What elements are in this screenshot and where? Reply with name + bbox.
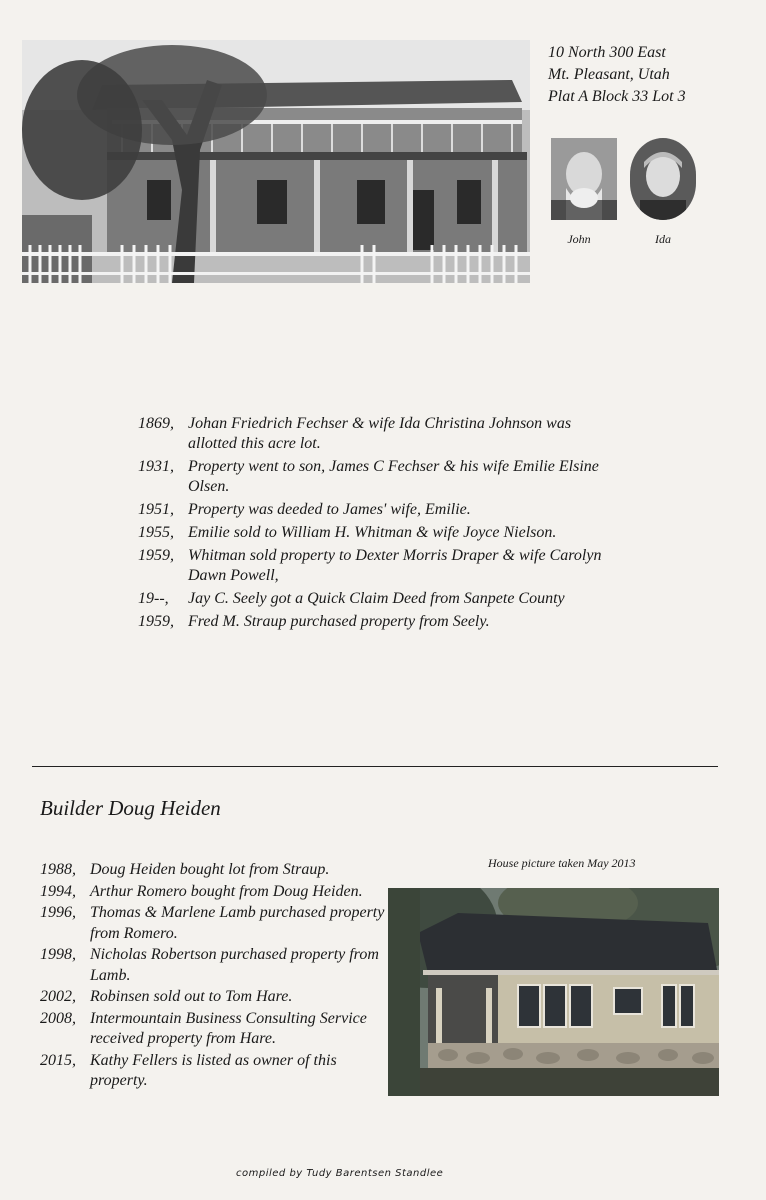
history-entry [138, 414, 618, 454]
history-entry [138, 523, 618, 543]
compiler-credit: compiled by Tudy Barentsen Standlee [236, 1168, 444, 1179]
builder-heading: Builder Doug Heiden [40, 796, 221, 820]
owner-year: 1996, [40, 904, 76, 921]
address-line-street: 10 North 300 East [548, 44, 666, 61]
history-year: 1869, [138, 415, 174, 432]
owner-year: 2008, [40, 1009, 76, 1027]
owner-entry [40, 1051, 385, 1092]
portrait-caption-john: John [567, 232, 591, 246]
portrait-ida-photo [630, 138, 696, 220]
history-year: 19--, [138, 590, 169, 607]
owner-entry [40, 903, 385, 944]
history-entry [138, 589, 618, 609]
address-line-plat: Plat A Block 33 Lot 3 [548, 88, 686, 105]
ownership-history-list [138, 414, 618, 635]
history-text: Whitman sold property to Dexter Morris Draper & wife Carolyn Dawn Powell, [188, 547, 602, 584]
portrait-caption-ida: Ida [655, 232, 671, 246]
owner-year: 2002, [40, 988, 76, 1005]
owner-year: 1994, [40, 882, 76, 900]
history-entry [138, 457, 618, 497]
modern-house-photo [388, 888, 719, 1096]
history-text: Emilie sold to William H. Whitman & wife Joyce Nielson. [188, 524, 557, 541]
owner-text: Kathy Fellers is listed as owner of this property. [90, 1051, 337, 1089]
owner-text: Nicholas Robertson purchased property from Lamb. [90, 946, 379, 984]
owner-entry [40, 860, 385, 881]
modern-photo-caption: House picture taken May 2013 [488, 856, 636, 870]
history-text: Johan Friedrich Fechser & wife Ida Christina Johnson was allotted this acre lot. [188, 415, 572, 452]
owner-text: Thomas & Marlene Lamb purchased property from Romero. [90, 904, 385, 942]
section-divider [32, 766, 718, 767]
owner-entry [40, 987, 385, 1008]
owner-text: Intermountain Business Consulting Service received property from Hare. [90, 1009, 367, 1047]
history-text: Property went to son, James C Fechser & his wife Emilie Elsine Olsen. [188, 458, 599, 495]
owner-text: Doug Heiden bought lot from Straup. [90, 861, 330, 878]
history-text: Fred M. Straup purchased property from Seely. [188, 613, 490, 630]
owner-entry [40, 945, 385, 986]
history-entry [138, 500, 618, 520]
later-owners-list [40, 860, 385, 1093]
history-year: 1951, [138, 501, 174, 518]
history-year: 1931, [138, 458, 174, 475]
history-year: 1959, [138, 613, 174, 630]
address-line-city: Mt. Pleasant, Utah [548, 66, 670, 83]
history-year: 1955, [138, 524, 174, 541]
owner-year: 1988, [40, 861, 76, 878]
history-text: Property was deeded to James' wife, Emilie. [188, 501, 471, 518]
owner-text: Arthur Romero bought from Doug Heiden. [90, 882, 363, 900]
historic-house-photo [22, 40, 530, 283]
owner-year: 1998, [40, 946, 76, 963]
property-address [548, 42, 758, 108]
history-entry [138, 546, 618, 586]
history-text: Jay C. Seely got a Quick Claim Deed from Sanpete County [188, 590, 565, 607]
owner-entry [40, 882, 385, 903]
owner-year: 2015, [40, 1051, 76, 1069]
history-year: 1959, [138, 547, 174, 564]
owner-entry [40, 1009, 385, 1050]
owner-text: Robinsen sold out to Tom Hare. [90, 988, 293, 1005]
history-entry [138, 612, 618, 632]
portrait-john-photo [551, 138, 617, 220]
